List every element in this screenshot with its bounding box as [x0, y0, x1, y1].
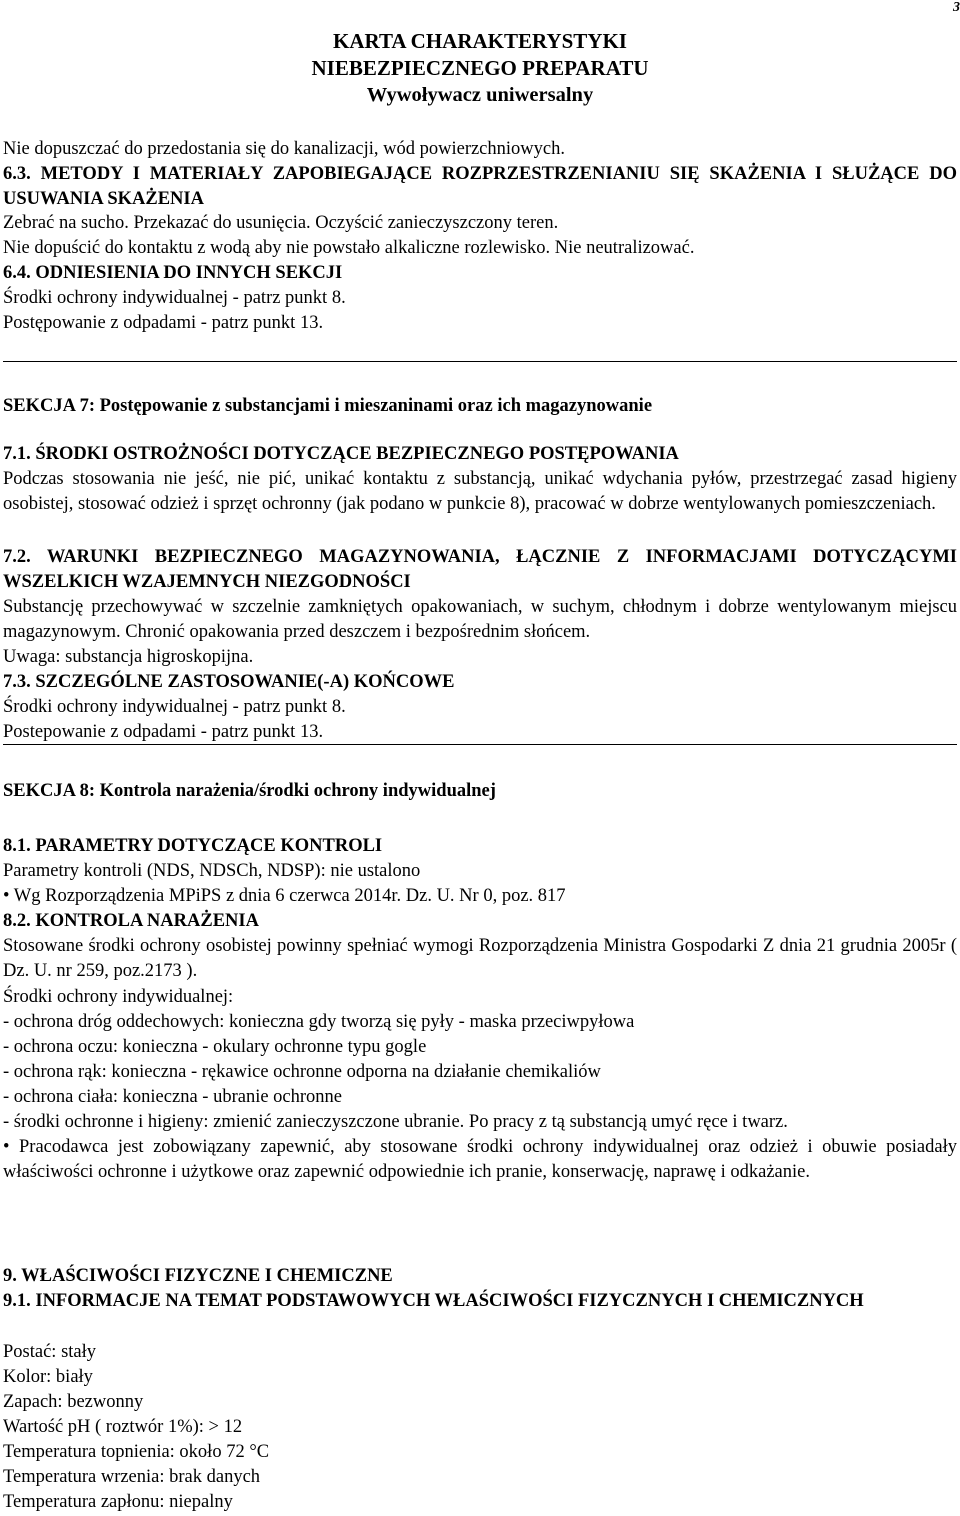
s6-3-text-2: Nie dopuścić do kontaktu z wodą aby nie powstało alkaliczne rozlewisko. Nie neutralizować. [3, 238, 695, 258]
s8-2-text-3: • Pracodawca jest zobowiązany zapewnić, aby stosowane środki ochrony indywidualnej oraz odzież i obuwie posiadały właściwości ochronne i użytkowe oraz zapewnić odpowiednie ich pranie, konserwację, naprawę i odkażanie. [3, 1137, 957, 1182]
s8-1-text-2: • Wg Rozporządzenia MPiPS z dnia 6 czerwca 2014r. Dz. U. Nr 0, poz. 817 [3, 886, 566, 906]
list-item: - ochrona dróg oddechowych: konieczna gdy tworzą się pyły - maska przeciwpyłowa [3, 1012, 635, 1032]
heading-6-3: 6.3. METODY I MATERIAŁY ZAPOBIEGAJĄCE ROZPRZESTRZENIANIU SIĘ SKAŻENIA I SŁUŻĄCE DO USUWANIA SKAŻENIA [3, 164, 957, 209]
page-number: 3 [953, 0, 960, 15]
s7-2-text: Substancję przechowywać w szczelnie zamkniętych opakowaniach, w suchym, chłodnym i dobrze wentylowanym miejscu magazynowym. Chronić opakowania przed deszczem i bezpośrednim słońcem. [3, 597, 957, 642]
property-row: Temperatura zapłonu: niepalny [3, 1492, 233, 1512]
heading-6-4: 6.4. ODNIESIENIA DO INNYCH SEKCJI [3, 263, 343, 283]
s6-4-text-2: Postępowanie z odpadami - patrz punkt 13. [3, 313, 324, 333]
heading-7-3: 7.3. SZCZEGÓLNE ZASTOSOWANIE(-A) KOŃCOWE [3, 672, 455, 692]
section-divider [3, 361, 957, 362]
header-title: KARTA CHARAKTERYSTYKI [333, 29, 627, 53]
heading-8-1: 8.1. PARAMETRY DOTYCZĄCE KONTROLI [3, 836, 383, 856]
s8-2-text-1: Stosowane środki ochrony osobistej powinny spełniać wymogi Rozporządzenia Ministra Gospodarki Z dnia 21 grudnia 2005r ( Dz. U. nr 259, poz.2173 ). [3, 936, 957, 981]
property-row: Postać: stały [3, 1342, 97, 1362]
s8-2-text-2: Środki ochrony indywidualnej: [3, 987, 234, 1007]
heading-7-2: 7.2. WARUNKI BEZPIECZNEGO MAGAZYNOWANIA, ŁĄCZNIE Z INFORMACJAMI DOTYCZĄCYMI WSZELKICH WZAJEMNYCH NIEZGODNOŚCI [3, 547, 957, 592]
header-subtitle: NIEBEZPIECZNEGO PREPARATU [311, 56, 649, 80]
s6-intro: Nie dopuszczać do przedostania się do kanalizacji, wód powierzchniowych. [3, 139, 565, 159]
s7-1-text: Podczas stosowania nie jeść, nie pić, unikać kontaktu z substancją, unikać wdychania pyłów, przestrzegać zasad higieny osobistej, stosować odzież i sprzęt ochronny (jak podano w punkcie 8), pracować w dobrze wentylowanych pomieszczeniach. [3, 469, 957, 514]
property-row: Wartość pH ( roztwór 1%): > 12 [3, 1417, 243, 1437]
heading-8-2: 8.2. KONTROLA NARAŻENIA [3, 911, 259, 931]
heading-9-1: 9.1. INFORMACJE NA TEMAT PODSTAWOWYCH WŁAŚCIWOŚCI FIZYCZNYCH I CHEMICZNYCH [3, 1291, 864, 1311]
section-8-title: SEKCJA 8: Kontrola narażenia/środki ochrony indywidualnej [3, 781, 496, 801]
heading-7-1: 7.1. ŚRODKI OSTROŻNOŚCI DOTYCZĄCE BEZPIECZNEGO POSTĘPOWANIA [3, 444, 679, 464]
list-item: - środki ochronne i higieny: zmienić zanieczyszczone ubranie. Po pracy z tą substancją umyć ręce i twarz. [3, 1112, 788, 1132]
s6-3-text-1: Zebrać na sucho. Przekazać do usunięcia. Oczyścić zanieczyszczony teren. [3, 213, 559, 233]
s7-3-text-2: Postepowanie z odpadami - patrz punkt 13. [3, 722, 324, 742]
property-row: Zapach: bezwonny [3, 1392, 144, 1412]
property-row: Temperatura wrzenia: brak danych [3, 1467, 261, 1487]
list-item: - ochrona oczu: konieczna - okulary ochronne typu gogle [3, 1037, 427, 1057]
product-name: Wywoływacz uniwersalny [366, 84, 594, 106]
s7-3-text-1: Środki ochrony indywidualnej - patrz punkt 8. [3, 697, 346, 717]
section-7-title: SEKCJA 7: Postępowanie z substancjami i mieszaninami oraz ich magazynowanie [3, 396, 653, 416]
list-item: - ochrona ciała: konieczna - ubranie ochronne [3, 1087, 342, 1107]
s7-2-note: Uwaga: substancja higroskopijna. [3, 647, 254, 667]
property-row: Temperatura topnienia: około 72 °C [3, 1442, 270, 1462]
s8-1-text-1: Parametry kontroli (NDS, NDSCh, NDSP): nie ustalono [3, 861, 421, 881]
s6-4-text-1: Środki ochrony indywidualnej - patrz punkt 8. [3, 288, 346, 308]
section-9-title: 9. WŁAŚCIWOŚCI FIZYCZNE I CHEMICZNE [3, 1266, 393, 1286]
property-row: Kolor: biały [3, 1367, 93, 1387]
list-item: - ochrona rąk: konieczna - rękawice ochronne odporna na działanie chemikaliów [3, 1062, 601, 1082]
document-header [0, 28, 960, 109]
section-divider [3, 744, 957, 745]
